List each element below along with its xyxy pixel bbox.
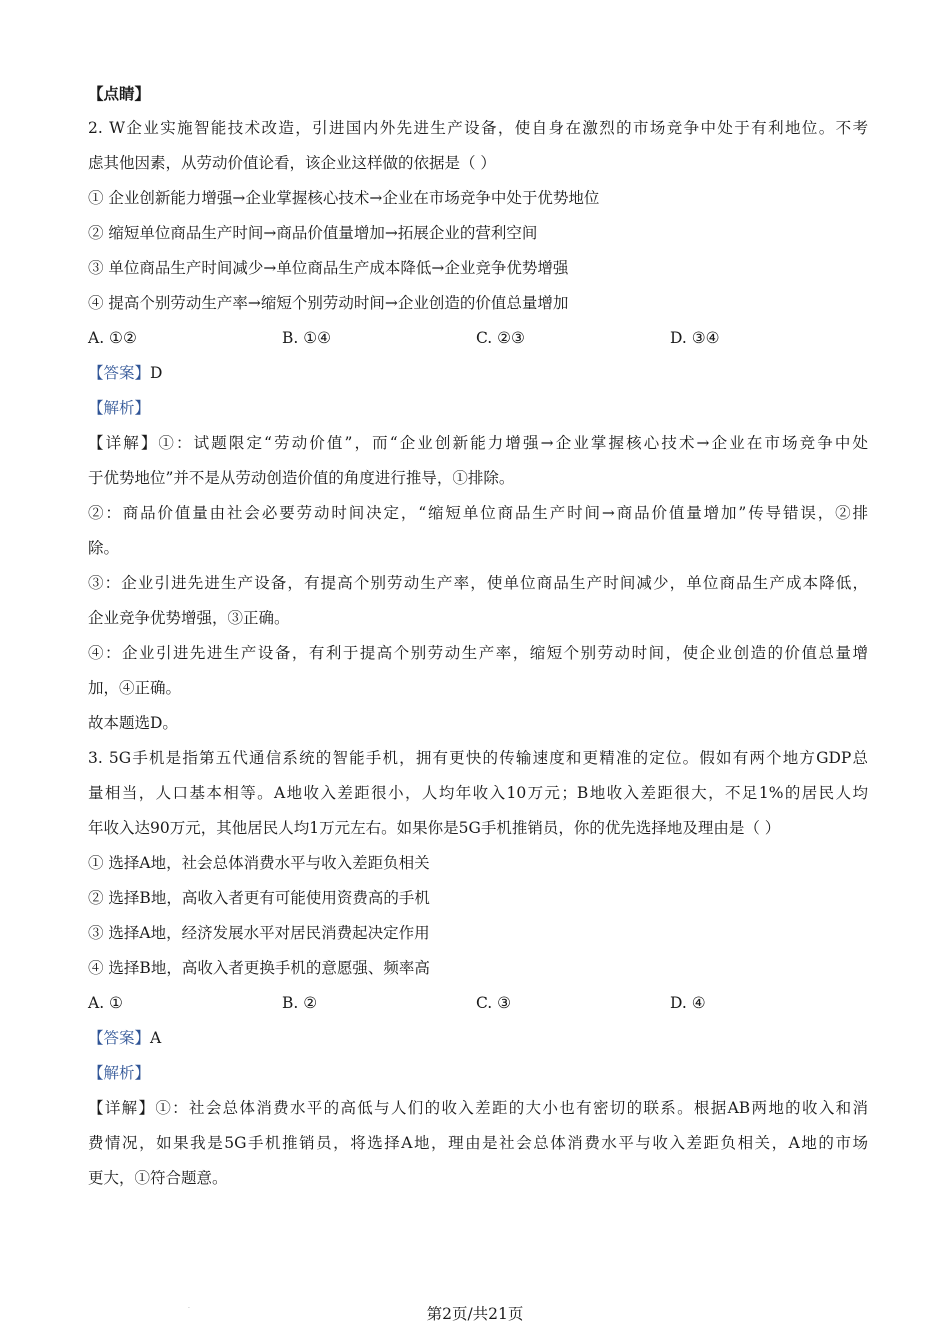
q2-item-1: ① 企业创新能力增强→企业掌握核心技术→企业在市场竞争中处于优势地位 bbox=[88, 189, 600, 207]
q3-detail-3: 更大，①符合题意。 bbox=[88, 1169, 228, 1187]
q3-stem-line3: 年收入达90万元，其他居民人均1万元左右。如果你是5G手机推销员，你的优先选择地及理由是（ ） bbox=[88, 819, 781, 837]
footer-dot: . bbox=[188, 1303, 190, 1310]
answer-value: D bbox=[150, 364, 163, 382]
q3-options bbox=[88, 986, 868, 1021]
q3-detail-2: 费情况，如果我是5G手机推销员，将选择A地，理由是社会总体消费水平与收入差距负相关，A地的市场 bbox=[88, 1134, 868, 1152]
q2-detail-6: 企业竞争优势增强，③正确。 bbox=[88, 609, 290, 627]
q3-option-a: A. ① bbox=[88, 994, 123, 1012]
q2-detail-4: 除。 bbox=[88, 539, 120, 557]
q2-option-c: C. ②③ bbox=[476, 329, 525, 347]
q2-options bbox=[88, 321, 868, 356]
answer-label: 【答案】 bbox=[88, 364, 151, 382]
q3-detail-1: 【详解】①：社会总体消费水平的高低与人们的收入差距的大小也有密切的联系。根据AB两地的收入和消 bbox=[88, 1099, 868, 1117]
q2-detail-2: 于优势地位”并不是从劳动创造价值的角度进行推导，①排除。 bbox=[88, 469, 515, 487]
q3-stem-line2: 量相当，人口基本相等。A地收入差距很小，人均年收入10万元；B地收入差距很大，不足1%的居民人均 bbox=[88, 784, 868, 802]
q2-detail-1: 【详解】①：试题限定“劳动价值”，而“企业创新能力增强→企业掌握核心技术→企业在市场竞争中处 bbox=[88, 434, 868, 452]
q2-option-a: A. ①② bbox=[88, 329, 137, 347]
q2-detail-7: ④：企业引进先进生产设备，有利于提高个别劳动生产率，缩短个别劳动时间，使企业创造的价值总量增 bbox=[88, 644, 868, 662]
q3-analysis-label: 【解析】 bbox=[88, 1064, 151, 1082]
q2-item-4: ④ 提高个别劳动生产率→缩短个别劳动时间→企业创造的价值总量增加 bbox=[88, 294, 569, 312]
q2-option-b: B. ①④ bbox=[282, 329, 332, 347]
q2-stem-line2: 虑其他因素，从劳动价值论看，该企业这样做的依据是（ ） bbox=[88, 154, 496, 172]
q3-item-1: ① 选择A地，社会总体消费水平与收入差距负相关 bbox=[88, 854, 430, 872]
q2-detail-9: 故本题选D。 bbox=[88, 714, 178, 732]
q2-detail-5: ③：企业引进先进生产设备，有提高个别劳动生产率，使单位商品生产时间减少，单位商品生产成本降低， bbox=[88, 574, 868, 592]
answer-value: A bbox=[150, 1029, 162, 1047]
answer-label: 【答案】 bbox=[88, 1029, 151, 1047]
q2-detail-8: 加，④正确。 bbox=[88, 679, 182, 697]
q2-answer bbox=[88, 356, 868, 391]
q3-answer bbox=[88, 1021, 868, 1056]
q2-stem-line1: 2. W企业实施智能技术改造，引进国内外先进生产设备，使自身在激烈的市场竞争中处于有利地位。不考 bbox=[88, 119, 868, 137]
q3-option-b: B. ② bbox=[282, 994, 318, 1012]
q2-option-d: D. ③④ bbox=[670, 329, 720, 347]
document-page bbox=[88, 76, 868, 1196]
q3-option-d: D. ④ bbox=[670, 994, 706, 1012]
q3-item-4: ④ 选择B地，高收入者更换手机的意愿强、频率高 bbox=[88, 959, 430, 977]
q3-item-3: ③ 选择A地，经济发展水平对居民消费起决定作用 bbox=[88, 924, 430, 942]
q3-stem-line1: 3. 5G手机是指第五代通信系统的智能手机，拥有更快的传输速度和更精准的定位。假如有两个地方GDP总 bbox=[88, 749, 868, 767]
dianjing-label: 【点睛】 bbox=[88, 84, 151, 103]
page-footer: 第2页/共21页 bbox=[426, 1305, 524, 1323]
q2-detail-3: ②：商品价值量由社会必要劳动时间决定，“缩短单位商品生产时间→商品价值量增加”传导错误，②排 bbox=[88, 504, 868, 522]
q3-item-2: ② 选择B地，高收入者更有可能使用资费高的手机 bbox=[88, 889, 430, 907]
q3-option-c: C. ③ bbox=[476, 994, 512, 1012]
q2-item-2: ② 缩短单位商品生产时间→商品价值量增加→拓展企业的营利空间 bbox=[88, 224, 538, 242]
q2-analysis-label: 【解析】 bbox=[88, 399, 151, 417]
q2-item-3: ③ 单位商品生产时间减少→单位商品生产成本降低→企业竞争优势增强 bbox=[88, 259, 569, 277]
